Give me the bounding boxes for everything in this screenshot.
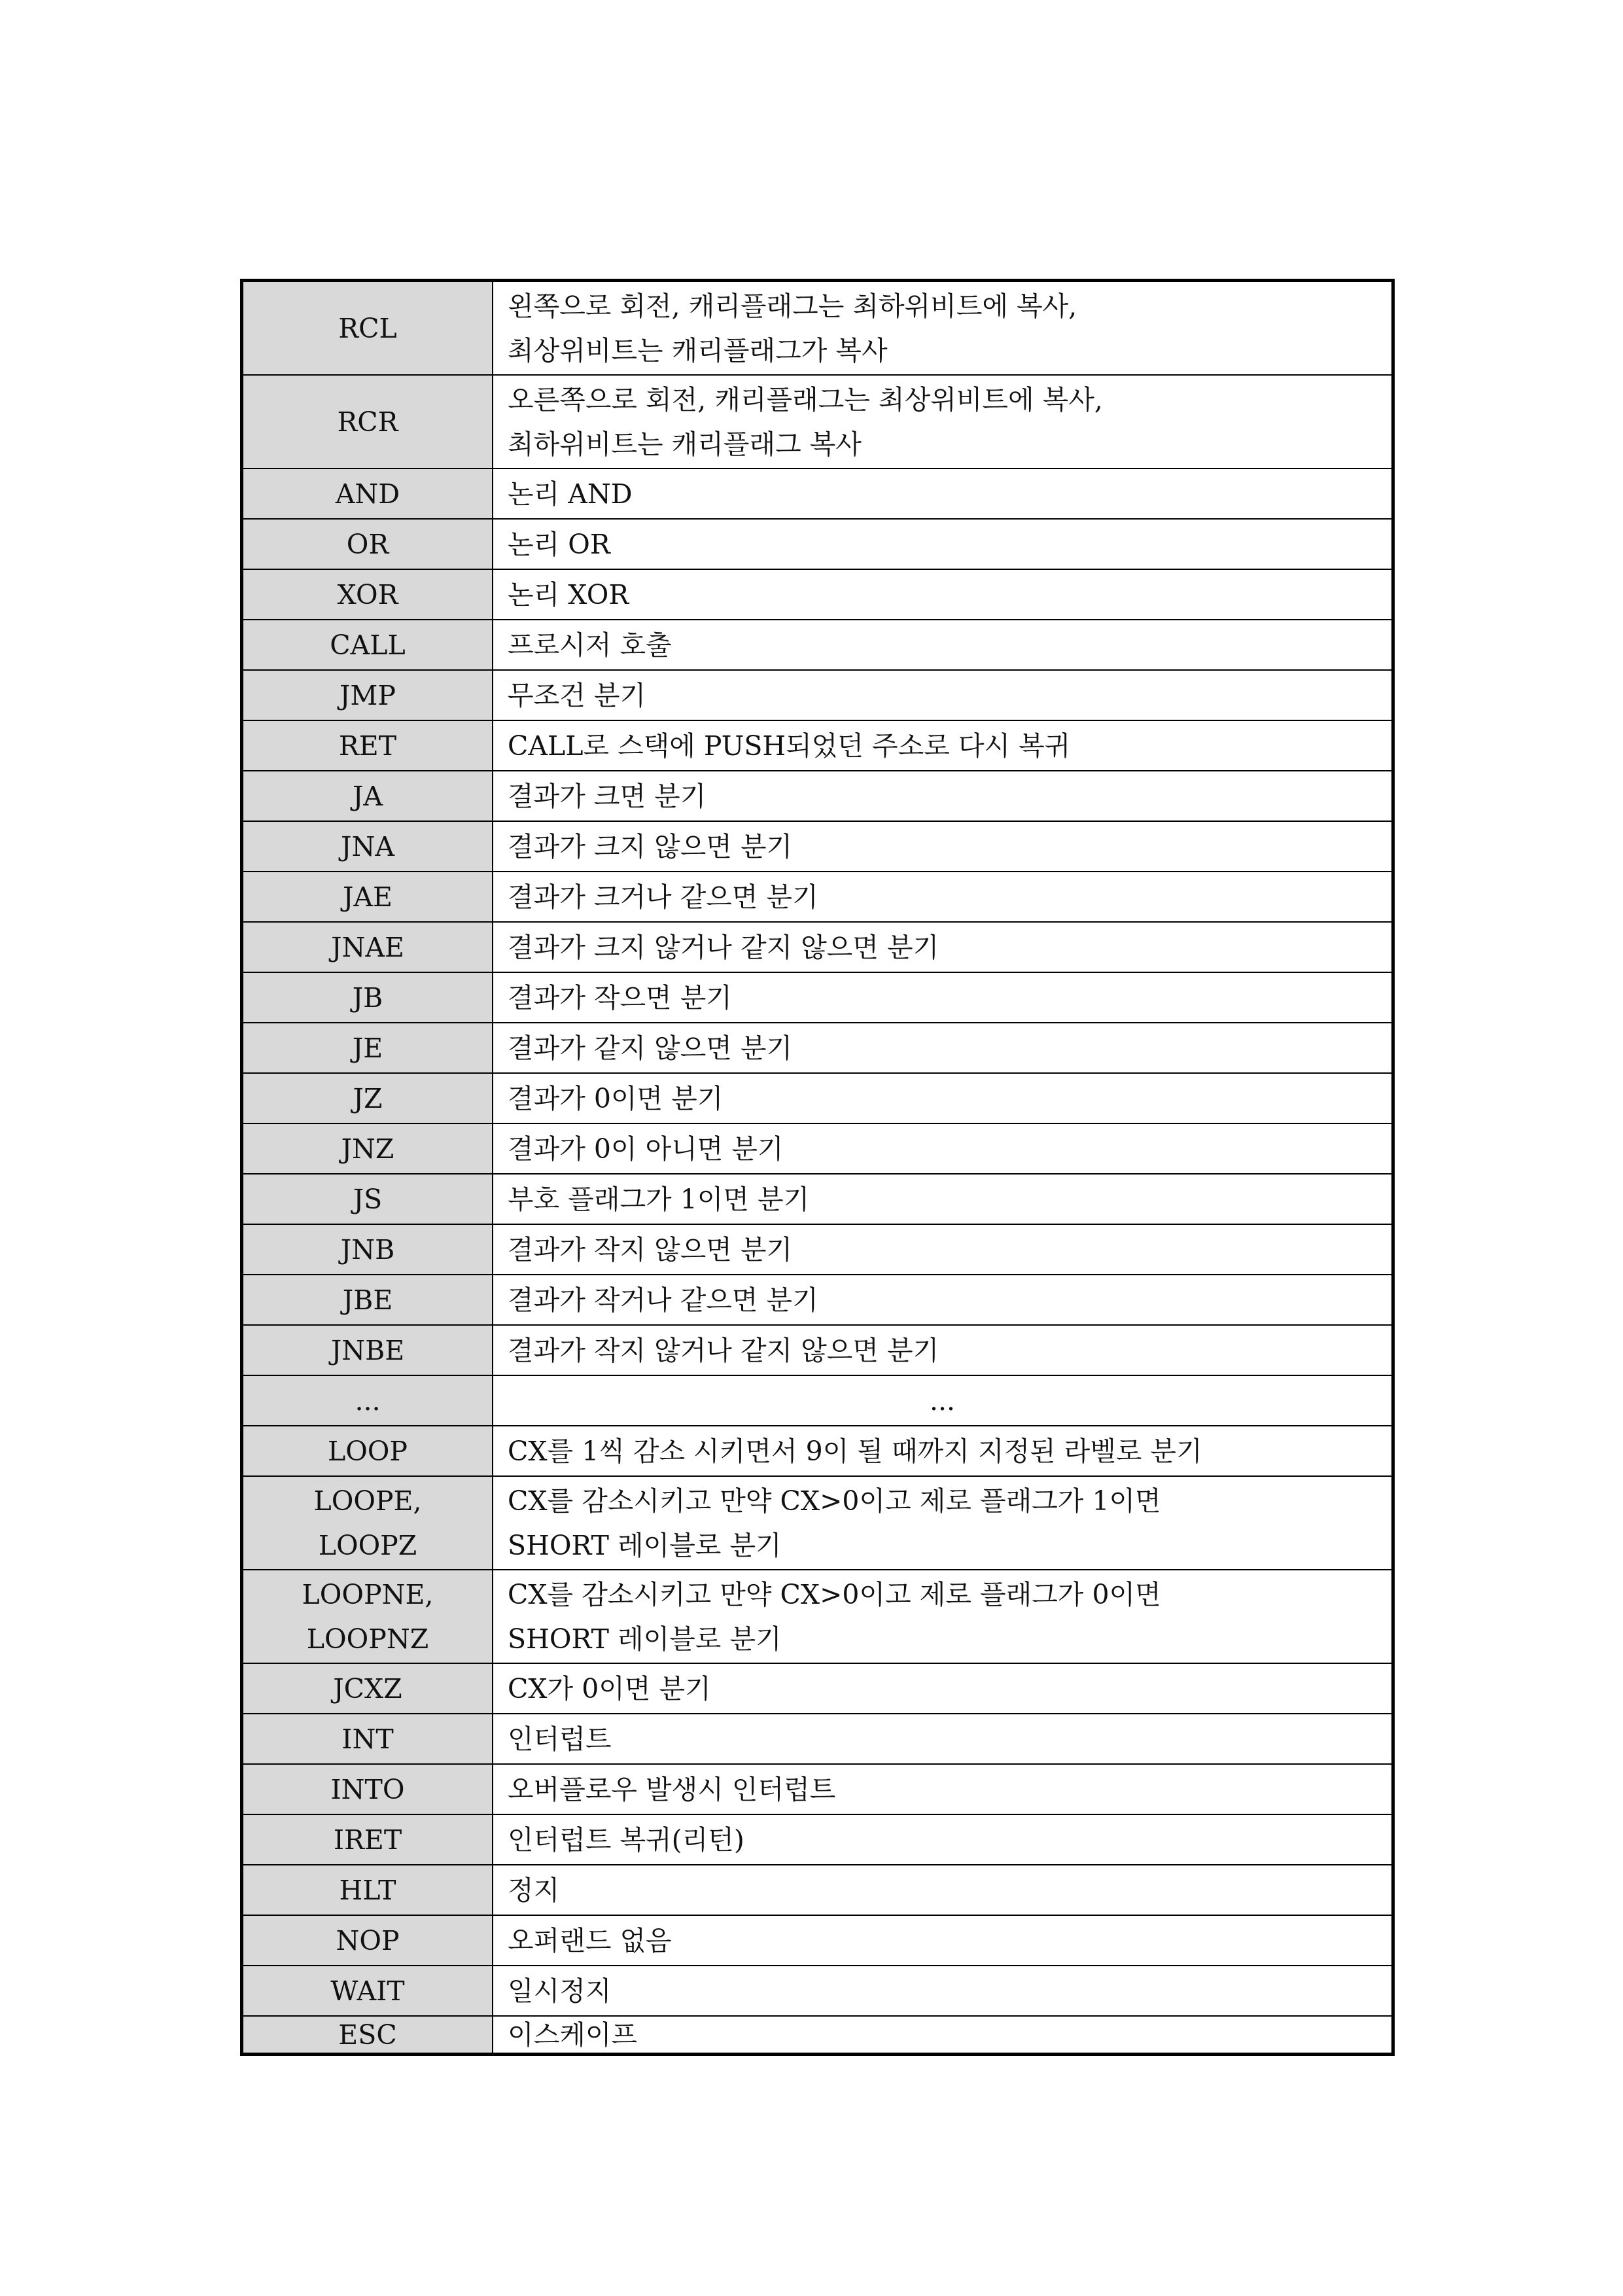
description-cell (493, 519, 1393, 569)
description-text: 결과가 작지 않으면 분기 (508, 1233, 793, 1265)
mnemonic-text: JNZ (341, 1133, 394, 1165)
table-row (242, 2016, 1393, 2055)
description-text: 결과가 같지 않으면 분기 (508, 1032, 793, 1064)
instruction-table-body (242, 281, 1393, 2055)
description-cell (493, 1123, 1393, 1174)
table-row (242, 1714, 1393, 1764)
description-cell (493, 620, 1393, 670)
mnemonic-cell (242, 519, 493, 569)
table-row (242, 620, 1393, 670)
mnemonic-text: IRET (333, 1824, 402, 1856)
description-text: CX를 감소시키고 만약 CX>0이고 제로 플래그가 1이면 (508, 1485, 1161, 1517)
mnemonic-cell (242, 720, 493, 771)
table-row (242, 1764, 1393, 1814)
description-text: 일시정지 (508, 1975, 612, 2007)
mnemonic-cell (242, 872, 493, 922)
mnemonic-text: LOOPNE, (302, 1578, 434, 1610)
description-text: SHORT 레이블로 분기 (508, 1623, 782, 1655)
description-cell (493, 670, 1393, 720)
table-row (242, 569, 1393, 620)
table-row (242, 821, 1393, 872)
description-text: 오른쪽으로 회전, 캐리플래그는 최상위비트에 복사, (508, 383, 1103, 415)
description-text: 인터럽트 (508, 1723, 612, 1755)
mnemonic-cell (242, 1174, 493, 1224)
mnemonic-cell (242, 1325, 493, 1375)
table-row (242, 1476, 1393, 1570)
mnemonic-text: JE (352, 1032, 383, 1064)
mnemonic-text: JCXZ (333, 1672, 402, 1704)
description-text: 최상위비트는 캐리플래그가 복사 (508, 334, 888, 366)
description-text: 결과가 0이 아니면 분기 (508, 1133, 784, 1165)
description-cell (493, 1023, 1393, 1073)
mnemonic-cell (242, 1426, 493, 1476)
table-row (242, 1966, 1393, 2016)
description-text: 인터럽트 복귀(리턴) (508, 1824, 744, 1856)
table-row (242, 1426, 1393, 1476)
mnemonic-text: XOR (337, 578, 398, 610)
mnemonic-text: RCR (337, 406, 398, 438)
mnemonic-cell (242, 972, 493, 1023)
mnemonic-cell (242, 281, 493, 376)
mnemonic-text: JB (352, 981, 383, 1014)
description-text: 논리 OR (508, 528, 610, 560)
mnemonic-text: LOOP (327, 1435, 408, 1467)
mnemonic-text: JA (352, 780, 383, 812)
table-row (242, 872, 1393, 922)
description-text: CX가 0이면 분기 (508, 1672, 711, 1704)
description-text: 결과가 작지 않거나 같지 않으면 분기 (508, 1334, 939, 1366)
mnemonic-cell (242, 1663, 493, 1714)
description-cell (493, 1764, 1393, 1814)
mnemonic-cell (242, 569, 493, 620)
mnemonic-text: LOOPNZ (306, 1623, 429, 1655)
description-text: 결과가 작으면 분기 (508, 981, 732, 1014)
description-text: 오퍼랜드 없음 (508, 1924, 672, 1956)
mnemonic-cell (242, 821, 493, 872)
mnemonic-text: LOOPZ (318, 1529, 417, 1561)
description-text: 결과가 0이면 분기 (508, 1082, 724, 1114)
description-text: 결과가 크거나 같으면 분기 (508, 881, 818, 913)
description-cell (493, 1426, 1393, 1476)
mnemonic-cell (242, 1814, 493, 1865)
description-cell (493, 1570, 1393, 1663)
description-text: CX를 1씩 감소 시키면서 9이 될 때까지 지정된 라벨로 분기 (508, 1435, 1202, 1467)
table-row (242, 1123, 1393, 1174)
mnemonic-cell (242, 1123, 493, 1174)
table-row (242, 1663, 1393, 1714)
description-text: CX를 감소시키고 만약 CX>0이고 제로 플래그가 0이면 (508, 1578, 1161, 1610)
description-cell (493, 972, 1393, 1023)
table-row (242, 1275, 1393, 1325)
mnemonic-cell (242, 1275, 493, 1325)
mnemonic-cell (242, 468, 493, 519)
mnemonic-text: JNAE (331, 931, 404, 963)
instruction-table (240, 279, 1395, 2056)
mnemonic-text: LOOPE, (313, 1485, 422, 1517)
description-cell (493, 1375, 1393, 1426)
mnemonic-text: JMP (339, 679, 396, 711)
mnemonic-text: INTO (330, 1773, 405, 1805)
description-cell (493, 1174, 1393, 1224)
table-row (242, 1570, 1393, 1663)
table-row (242, 670, 1393, 720)
table-row (242, 468, 1393, 519)
description-text: 논리 XOR (508, 578, 629, 610)
mnemonic-cell (242, 375, 493, 468)
mnemonic-text: INT (341, 1723, 394, 1755)
description-text: ... (929, 1385, 956, 1417)
description-text: CALL로 스택에 PUSH되었던 주소로 다시 복귀 (508, 730, 1071, 762)
table-row (242, 720, 1393, 771)
description-cell (493, 1275, 1393, 1325)
description-cell (493, 872, 1393, 922)
mnemonic-text: CALL (330, 629, 406, 661)
description-cell (493, 375, 1393, 468)
description-cell (493, 569, 1393, 620)
table-row (242, 771, 1393, 821)
mnemonic-cell (242, 1915, 493, 1966)
mnemonic-cell (242, 922, 493, 972)
mnemonic-cell (242, 1375, 493, 1426)
description-cell (493, 281, 1393, 376)
table-row (242, 1224, 1393, 1275)
description-cell (493, 1073, 1393, 1123)
table-row (242, 922, 1393, 972)
description-cell (493, 720, 1393, 771)
description-text: SHORT 레이블로 분기 (508, 1529, 782, 1561)
mnemonic-text: JNA (341, 830, 394, 862)
mnemonic-text: JNBE (330, 1334, 405, 1366)
mnemonic-text: RCL (338, 312, 397, 344)
mnemonic-cell (242, 1865, 493, 1915)
mnemonic-text: WAIT (330, 1975, 405, 2007)
description-cell (493, 1865, 1393, 1915)
description-text: 이스케이프 (508, 2019, 638, 2051)
description-text: 부호 플래그가 1이면 분기 (508, 1183, 810, 1215)
table-row (242, 1375, 1393, 1426)
description-cell (493, 1663, 1393, 1714)
mnemonic-text: HLT (339, 1874, 396, 1906)
mnemonic-cell (242, 1224, 493, 1275)
mnemonic-text: AND (335, 478, 400, 510)
description-text: 최하위비트는 캐리플래그 복사 (508, 428, 862, 460)
mnemonic-text: JZ (353, 1082, 383, 1114)
description-cell (493, 468, 1393, 519)
mnemonic-cell (242, 670, 493, 720)
mnemonic-cell (242, 771, 493, 821)
table-row (242, 519, 1393, 569)
table-row (242, 1174, 1393, 1224)
mnemonic-cell (242, 620, 493, 670)
description-cell (493, 771, 1393, 821)
mnemonic-text: NOP (336, 1924, 400, 1956)
description-cell (493, 1814, 1393, 1865)
description-text: 결과가 작거나 같으면 분기 (508, 1284, 818, 1316)
description-cell (493, 922, 1393, 972)
table-row (242, 1325, 1393, 1375)
description-cell (493, 1714, 1393, 1764)
mnemonic-cell (242, 1764, 493, 1814)
description-text: 결과가 크지 않으면 분기 (508, 830, 793, 862)
description-text: 오버플로우 발생시 인터럽트 (508, 1773, 836, 1805)
description-text: 왼쪽으로 회전, 캐리플래그는 최하위비트에 복사, (508, 290, 1077, 322)
mnemonic-text: JBE (342, 1284, 393, 1316)
description-text: 논리 AND (508, 478, 633, 510)
description-cell (493, 2016, 1393, 2055)
description-text: 결과가 크면 분기 (508, 780, 707, 812)
mnemonic-text: JS (353, 1183, 383, 1215)
table-row (242, 972, 1393, 1023)
mnemonic-text: OR (346, 528, 389, 560)
mnemonic-text: JAE (343, 881, 393, 913)
table-row (242, 1023, 1393, 1073)
table-row (242, 1865, 1393, 1915)
mnemonic-cell (242, 2016, 493, 2055)
description-cell (493, 1966, 1393, 2016)
description-cell (493, 1476, 1393, 1570)
mnemonic-text: JNB (340, 1233, 395, 1265)
description-cell (493, 821, 1393, 872)
table-row (242, 1814, 1393, 1865)
description-text: 정지 (508, 1874, 560, 1906)
mnemonic-cell (242, 1966, 493, 2016)
table-row (242, 1073, 1393, 1123)
mnemonic-cell (242, 1570, 493, 1663)
description-text: 무조건 분기 (508, 679, 646, 711)
mnemonic-text: ESC (338, 2019, 397, 2051)
description-cell (493, 1325, 1393, 1375)
description-text: 결과가 크지 않거나 같지 않으면 분기 (508, 931, 939, 963)
mnemonic-cell (242, 1476, 493, 1570)
mnemonic-text: ... (355, 1385, 381, 1417)
description-text: 프로시저 호출 (508, 629, 672, 661)
table-row (242, 281, 1393, 376)
mnemonic-cell (242, 1073, 493, 1123)
mnemonic-text: RET (338, 730, 397, 762)
table-row (242, 1915, 1393, 1966)
mnemonic-cell (242, 1023, 493, 1073)
table-row (242, 375, 1393, 468)
description-cell (493, 1915, 1393, 1966)
description-cell (493, 1224, 1393, 1275)
mnemonic-cell (242, 1714, 493, 1764)
